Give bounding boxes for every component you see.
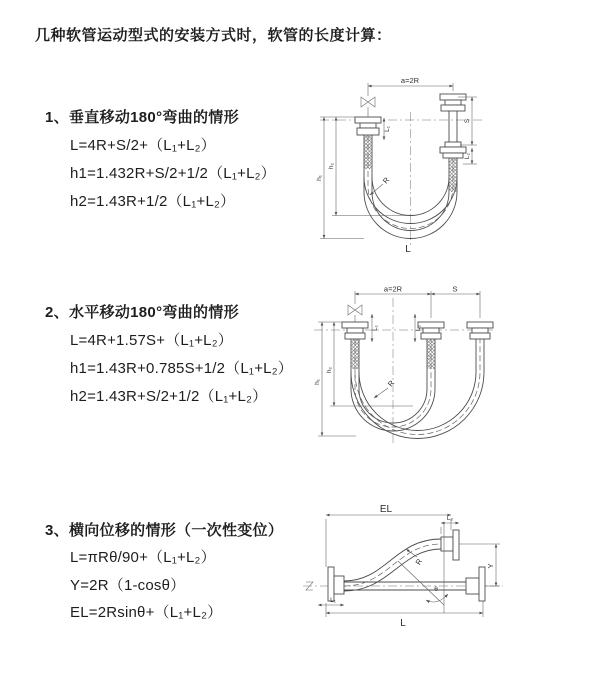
label-a2r: a=2R xyxy=(400,76,420,85)
page-title: 几种软管运动型式的安装方式时，软管的长度计算： xyxy=(35,27,392,44)
section2-formula-3: h2=1.43R+S/2+1/2（L₁+L₂） xyxy=(70,388,268,405)
hose-curves xyxy=(351,339,484,439)
radius-leader xyxy=(406,549,424,566)
label-r: R xyxy=(380,175,392,186)
section3-heading: 3、横向位移的情形（一次性变位） xyxy=(45,522,284,539)
section1-formula-1: L=4R+S/2+（L₁+L₂） xyxy=(70,137,216,154)
section3-formula-1: L=πRθ/90+（L₁+L₂） xyxy=(70,549,216,566)
dimension-l xyxy=(326,601,483,629)
label-r: R xyxy=(385,378,397,389)
dimension-a2r xyxy=(355,285,480,319)
section3-formula-2: Y=2R（1-cosθ） xyxy=(70,577,186,594)
section2-heading: 2、水平移动180°弯曲的情形 xyxy=(45,304,239,321)
label-theta: θ xyxy=(434,586,438,593)
section1-formula-2: h1=1.432R+S/2+1/2（L₁+L₂） xyxy=(70,165,276,182)
left-fitting xyxy=(355,117,381,135)
section2-formula-2: h1=1.43R+0.785S+1/2（L₁+L₂） xyxy=(70,360,293,377)
label-l2: L₂ xyxy=(446,515,454,522)
braid-hatch-right xyxy=(449,158,457,192)
label-l1: L₁ xyxy=(384,126,391,132)
dimension-l1 xyxy=(384,118,391,140)
dimension-l1-l2 xyxy=(372,314,422,342)
right-fitting xyxy=(467,322,493,339)
braid-hatch-middle xyxy=(427,339,435,369)
label-h1: h₁ xyxy=(316,175,323,181)
dimension-el xyxy=(326,504,451,567)
diagram-lateral-displacement xyxy=(298,503,600,645)
label-l: L xyxy=(400,618,406,629)
diagram-vertical-180-bend xyxy=(310,74,590,256)
left-fitting xyxy=(328,567,344,601)
valve-icon xyxy=(348,305,362,322)
left-fitting xyxy=(342,322,368,339)
label-s: S xyxy=(452,284,458,294)
braid-hatch-left xyxy=(351,339,359,369)
label-el: EL xyxy=(379,504,393,515)
braid-hatch-left xyxy=(364,135,372,169)
label-l2: L₂ xyxy=(415,324,422,332)
angle-theta xyxy=(398,523,448,613)
label-h2: h₂ xyxy=(328,162,335,170)
label-h1: h₁ xyxy=(314,379,321,385)
original-position-pipe xyxy=(344,567,485,601)
label-r: R xyxy=(413,557,425,567)
label-l2: L₂ xyxy=(464,152,471,160)
label-a2r: a=2R xyxy=(383,284,403,294)
diagram-horizontal-180-bend xyxy=(308,284,600,452)
section1-formula-3: h2=1.43R+1/2（L₁+L₂） xyxy=(70,193,236,210)
label-y: Y xyxy=(486,563,495,569)
dimension-a2r xyxy=(368,76,453,96)
section3-formula-3: EL=2Rsinθ+（L₁+L₂） xyxy=(70,604,223,621)
valve-icon xyxy=(361,97,375,117)
label-l1: L₁ xyxy=(372,325,379,331)
dimension-l1 xyxy=(318,597,344,605)
label-h2: h₂ xyxy=(326,366,333,374)
radius-leader xyxy=(370,175,392,195)
label-s: S xyxy=(464,118,471,124)
section1-heading: 1、垂直移动180°弯曲的情形 xyxy=(45,109,239,126)
label-l-bottom: L xyxy=(405,244,411,255)
section2-formula-1: L=4R+1.57S+（L₁+L₂） xyxy=(70,332,233,349)
right-fitting xyxy=(440,94,466,158)
centerlines xyxy=(314,298,496,446)
label-l1: L₁ xyxy=(330,597,336,604)
